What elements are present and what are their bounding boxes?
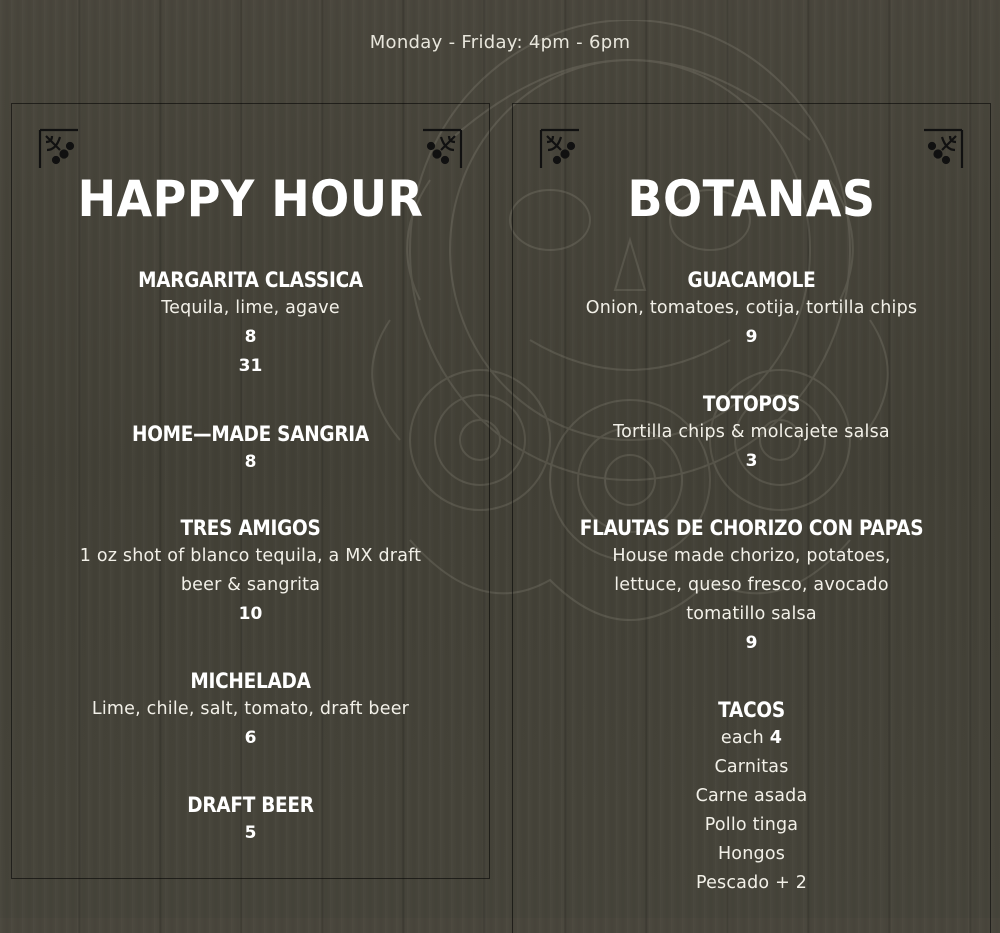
menu-item [12, 514, 489, 629]
item-price: 31 [238, 356, 263, 376]
floral-corner-icon [419, 128, 463, 172]
menu-item [12, 667, 489, 753]
item-price: 10 [238, 604, 263, 624]
each-label: each [720, 728, 764, 748]
item-name: HOME—MADE SANGRIA [132, 422, 369, 446]
item-price: 9 [745, 327, 758, 347]
item-name: MARGARITA CLASSICA [138, 268, 363, 292]
item-description: Onion, tomatoes, cotija, tortilla chips [585, 298, 918, 318]
item-name: MICHELADA [190, 669, 311, 693]
item-price: 8 [244, 327, 257, 347]
menu-item [12, 791, 489, 848]
menu-item [513, 514, 990, 658]
item-description: Tortilla chips & molcajete salsa [613, 422, 890, 442]
item-description: beer & sangrita [180, 575, 321, 595]
item-name: TOTOPOS [702, 392, 801, 416]
panel-title: BOTANAS [627, 170, 876, 228]
taco-option: Pollo tinga [704, 815, 799, 835]
item-description: Lime, chile, salt, tomato, draft beer [91, 699, 410, 719]
item-description: Tequila, lime, agave [161, 298, 340, 318]
taco-option: Hongos [717, 844, 786, 864]
item-name: TACOS [718, 698, 785, 722]
menu-item [513, 390, 990, 476]
item-description: 1 oz shot of blanco tequila, a MX draft [79, 546, 422, 566]
floral-corner-icon [920, 128, 964, 172]
item-price: 3 [745, 451, 758, 471]
happy-hour-schedule: Monday - Friday: 4pm - 6pm [369, 32, 631, 53]
happy-hour-panel [11, 103, 490, 879]
botanas-panel [512, 103, 991, 933]
menu-item [513, 696, 990, 898]
floral-corner-icon [38, 128, 82, 172]
item-description: tomatillo salsa [686, 604, 817, 624]
item-name: FLAUTAS DE CHORIZO CON PAPAS [579, 516, 924, 540]
panel-title: HAPPY HOUR [77, 170, 424, 228]
item-price: 5 [244, 823, 257, 843]
menu-item [12, 420, 489, 477]
item-description: House made chorizo, potatoes, [612, 546, 891, 566]
item-name: DRAFT BEER [187, 793, 314, 817]
item-price: 8 [244, 452, 257, 472]
item-description [513, 724, 990, 753]
floral-corner-icon [539, 128, 583, 172]
item-price: 9 [745, 633, 758, 653]
taco-option: Carne asada [695, 786, 808, 806]
menu-item [12, 266, 489, 381]
item-name: GUACAMOLE [687, 268, 816, 292]
item-description: lettuce, queso fresco, avocado [614, 575, 889, 595]
item-price: 4 [769, 728, 783, 748]
item-name: TRES AMIGOS [180, 516, 321, 540]
taco-option: Pescado + 2 [695, 873, 808, 893]
menu-item [513, 266, 990, 352]
taco-option: Carnitas [714, 757, 789, 777]
item-price: 6 [244, 728, 257, 748]
